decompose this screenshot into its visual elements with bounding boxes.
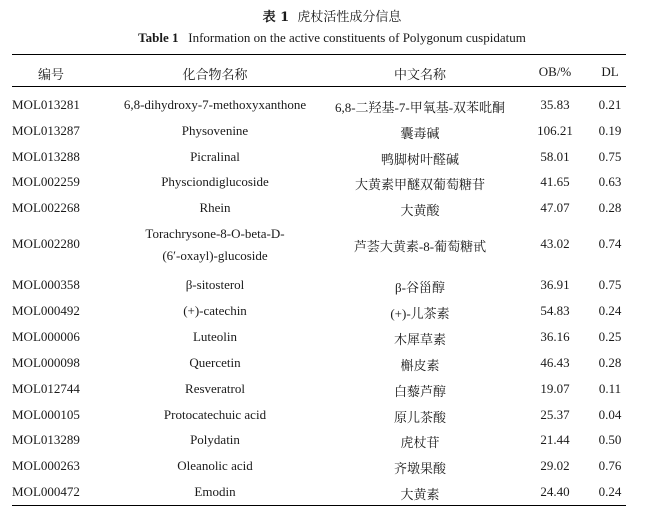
cell-name-en: (+)-catechin: [183, 303, 247, 318]
table-bottom-rule: [12, 505, 626, 506]
table-top-rule: [12, 54, 626, 55]
cell-name-en: Oleanolic acid: [177, 458, 253, 473]
cell-ob: 21.44: [540, 432, 570, 447]
cell-name-en: Physciondiglucoside: [161, 174, 269, 189]
cell-name-cn: 大黄酸: [400, 203, 440, 218]
cell-name-en: Emodin: [194, 484, 236, 499]
cell-dl: 0.28: [598, 355, 622, 370]
cell-ob: 19.07: [540, 381, 570, 396]
cell-dl: 0.24: [598, 484, 622, 499]
cell-name-en: Protocatechuic acid: [163, 407, 267, 422]
cell-compound-id: MOL000098: [12, 355, 80, 370]
cell-ob: 54.83: [540, 303, 570, 318]
cell-compound-id: MOL000358: [12, 277, 80, 292]
cell-name-cn: 原儿茶酸: [393, 410, 446, 425]
table-caption-cn: [0, 6, 664, 25]
cell-ob: 47.07: [540, 200, 570, 215]
table-header-rule: [12, 86, 626, 87]
cell-ob: 25.37: [540, 407, 570, 422]
cell-dl: 0.21: [598, 97, 622, 112]
cell-dl: 0.75: [598, 149, 622, 164]
cell-ob: 36.16: [540, 329, 570, 344]
cell-name-en: Resveratrol: [185, 381, 245, 396]
header-name-en: 化合物名称: [182, 67, 248, 82]
cell-dl: 0.11: [598, 381, 622, 396]
cell-ob: 43.02: [540, 236, 570, 251]
cell-ob: 106.21: [537, 123, 573, 138]
cell-name-en: Picralinal: [190, 149, 240, 164]
table-title-cn: 虎杖活性成分信息: [297, 10, 402, 25]
cell-compound-id: MOL000263: [12, 458, 80, 473]
cell-name-en: Quercetin: [189, 355, 241, 370]
cell-dl: 0.28: [598, 200, 622, 215]
cell-dl: 0.74: [598, 236, 622, 251]
cell-dl: 0.50: [598, 432, 622, 447]
cell-name-en-line2: (6′-oxayl)-glucoside: [162, 248, 268, 263]
cell-compound-id: MOL013281: [12, 97, 80, 112]
cell-name-cn: 囊毒碱: [400, 126, 440, 141]
cell-name-cn: 6,8-二羟基-7-甲氧基-双苯吡酮: [334, 100, 506, 115]
cell-compound-id: MOL013288: [12, 149, 80, 164]
header-ob: OB/%: [538, 64, 572, 79]
cell-compound-id: MOL002259: [12, 174, 80, 189]
cell-ob: 41.65: [540, 174, 570, 189]
cell-name-en: 6,8-dihydroxy-7-methoxyxanthone: [123, 97, 307, 112]
cell-ob: 46.43: [540, 355, 570, 370]
cell-compound-id: MOL000472: [12, 484, 80, 499]
cell-name-en: Luteolin: [192, 329, 238, 344]
cell-dl: 0.63: [598, 174, 622, 189]
cell-compound-id: MOL000006: [12, 329, 80, 344]
cell-dl: 0.76: [598, 458, 622, 473]
cell-compound-id: MOL002280: [12, 236, 80, 251]
cell-dl: 0.25: [598, 329, 622, 344]
table-label-en: Table 1: [138, 30, 179, 45]
cell-name-en: Torachrysone-8-O-beta-D-: [145, 226, 285, 241]
cell-dl: 0.19: [598, 123, 622, 138]
cell-name-cn: 虎杖苷: [400, 435, 440, 450]
cell-ob: 36.91: [540, 277, 570, 292]
header-dl: DL: [601, 64, 619, 79]
cell-ob: 24.40: [540, 484, 570, 499]
cell-name-cn: β-谷甾醇: [395, 280, 445, 295]
cell-compound-id: MOL002268: [12, 200, 80, 215]
cell-name-en: Physovenine: [181, 123, 249, 138]
table-caption-en: [0, 30, 664, 46]
cell-name-cn: 鸭脚树叶醛碱: [380, 152, 459, 167]
cell-compound-id: MOL012744: [12, 381, 80, 396]
cell-dl: 0.24: [598, 303, 622, 318]
cell-compound-id: MOL000492: [12, 303, 80, 318]
header-name-cn: 中文名称: [393, 67, 446, 82]
cell-ob: 35.83: [540, 97, 570, 112]
table-title-en: Information on the active constituents of Polygonum cuspidatum: [188, 30, 526, 45]
cell-name-cn: 齐墩果酸: [393, 461, 446, 476]
cell-name-cn: 芦荟大黄素-8-葡萄糖甙: [353, 239, 487, 254]
cell-name-cn: (+)-儿茶素: [390, 306, 450, 321]
cell-name-cn: 大黄素甲醚双葡萄糖苷: [354, 177, 485, 192]
cell-name-cn: 大黄素: [400, 487, 440, 502]
cell-compound-id: MOL000105: [12, 407, 80, 422]
cell-dl: 0.04: [598, 407, 622, 422]
cell-name-en: Polydatin: [190, 432, 240, 447]
cell-name-cn: 木犀草素: [393, 332, 446, 347]
cell-compound-id: MOL013287: [12, 123, 80, 138]
table-label-cn: 表 1: [262, 10, 290, 25]
cell-ob: 29.02: [540, 458, 570, 473]
cell-name-cn: 槲皮素: [400, 358, 440, 373]
cell-name-en: β-sitosterol: [185, 277, 245, 292]
cell-name-en: Rhein: [199, 200, 231, 215]
cell-compound-id: MOL013289: [12, 432, 80, 447]
cell-name-cn: 白藜芦醇: [393, 384, 446, 399]
cell-ob: 58.01: [540, 149, 570, 164]
header-id: 编号: [38, 67, 65, 82]
cell-dl: 0.75: [598, 277, 622, 292]
